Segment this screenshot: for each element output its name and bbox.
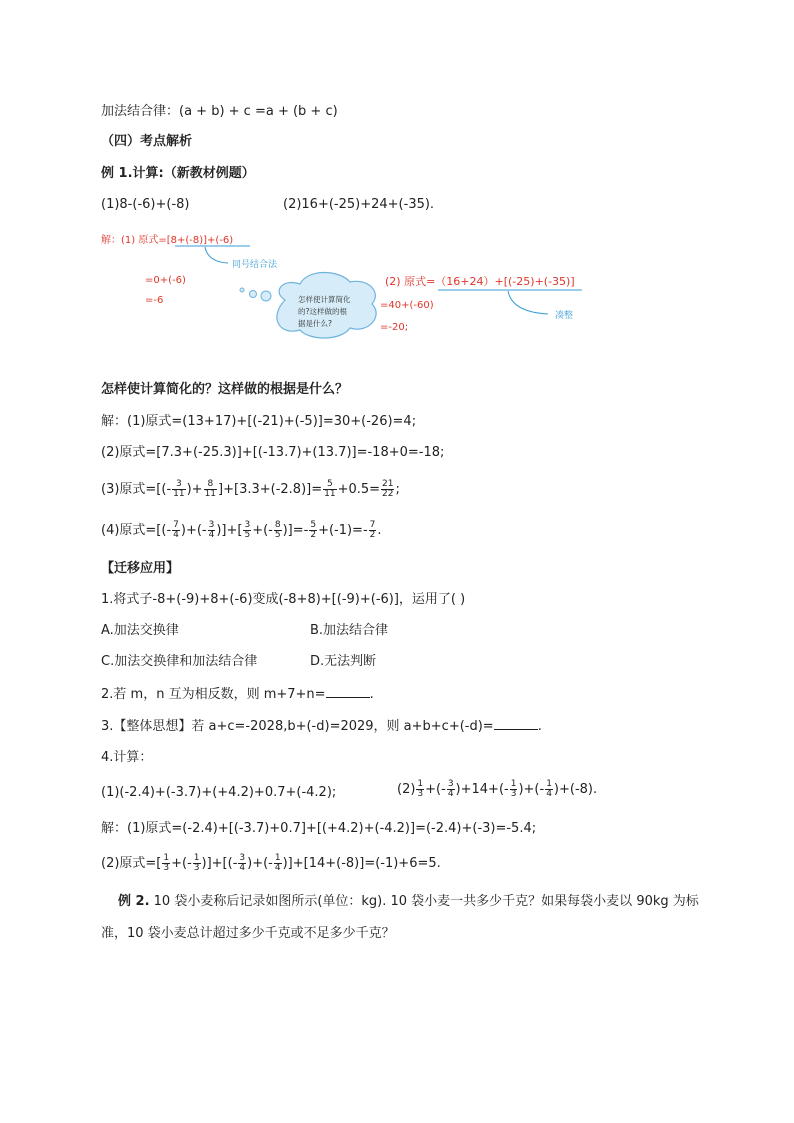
fraction: $\frac{5}{11}$ [324,479,336,499]
callout-same-sign: 同号结合法 [232,260,278,270]
example-1-q2: (2)16+(-25)+24+(-35). [283,197,435,212]
transfer-solution-2: (2)原式=[ $\frac{1}{3}$ +(- $\frac{1}{3}$ )]+[(- $\frac{3}{4}$ )+(- $\frac{1}{4}$ )]+[14+(-8)]=(-1)+6=5. [101,853,441,873]
fig-line-1: 解：(1) 原式=[8+(-8)]+(-6) [101,235,234,246]
fig-right-line-2: =40+(-60) [380,300,434,311]
fraction: $\frac{3}{4}$ [447,779,454,799]
addition-associative-law: 加法结合律：(a + b) + c =a + (b + c) [101,104,338,119]
example-label: 例 1. [101,166,133,181]
transfer-q1: 1.将式子-8+(-9)+8+(-6)变成(-8+8)+[(-9)+(-6)]，运用了( ) [101,592,466,607]
option-a: A.加法交换律 [101,623,179,638]
answer-blank [326,685,370,698]
bubble-line-1: 怎样使计算简化 [298,295,351,304]
answer-blank [494,717,538,730]
fraction: $\frac{3}{5}$ [244,520,251,540]
example-2-line-1: 例 2. 10 袋小麦称后记录如图所示(单位：kg). 10 袋小麦一共多少千克？如果每袋小麦以 90kg 为标 [118,894,699,909]
fig-line-2: =0+(-6) [145,275,186,286]
transfer-q2: 2.若 m，n 互为相反数，则 m+7+n= . [101,687,374,702]
bubble-line-3: 据是什么? [298,319,332,328]
callout-round: 凑整 [555,311,574,321]
fraction: $\frac{3}{11}$ [173,479,185,499]
fraction: $\frac{7}{4}$ [173,520,179,540]
solution-2: (2)原式=[7.3+(-25.3)]+[(-13.7)+(13.7)]=-18+0=-18; [101,445,445,460]
fig-line-3: =-6 [145,295,164,306]
section-heading: （四）考点解析 [101,134,193,149]
fraction: $\frac{1}{3}$ [163,853,170,873]
fraction: $\frac{3}{4}$ [239,853,246,873]
fraction: $\frac{8}{5}$ [274,520,281,540]
fraction: $\frac{5}{2}$ [310,520,317,540]
example-2-label: 例 2. [118,894,150,909]
transfer-q4: 4.计算： [101,750,153,765]
solution-4: (4)原式=[(- $\frac{7}{4}$ )+(- $\frac{3}{4}$ )]+[ $\frac{3}{5}$ +(- $\frac{8}{5}$ )]=- $\frac{5}{2}$ +(-1)=- $\frac{7}{2}$ . [101,520,382,540]
solution-illustration [0,0,794,360]
fraction: $\frac{1}{3}$ [510,779,517,799]
fraction: $\frac{21}{22}$ [382,479,394,499]
option-b: B.加法结合律 [310,623,389,638]
fig-right-line-3: =-20; [380,322,409,333]
transfer-q3: 3.【整体思想】若 a+c=-2028,b+(-d)=2029，则 a+b+c+(-d)= . [101,719,542,734]
thought-bubble [240,273,376,339]
transfer-solution-1: 解：(1)原式=(-2.4)+[(-3.7)+0.7]+[(+4.2)+(-4.2)]=(-2.4)+(-3)=-5.4; [101,821,537,836]
fraction: $\frac{8}{11}$ [204,479,217,499]
fraction: $\frac{1}{3}$ [193,853,200,873]
transfer-q4-p1: (1)(-2.4)+(-3.7)+(+4.2)+0.7+(-4.2); [101,785,337,800]
transfer-heading: 【迁移应用】 [101,561,180,576]
solution-1: 解：(1)原式=(13+17)+[(-21)+(-5)]=30+(-26)=4; [101,414,417,429]
fraction: $\frac{1}{4}$ [546,779,552,799]
fig-right-line-1: (2) 原式=（16+24）+[(-25)+(-35)] [385,275,575,288]
key-question: 怎样使计算简化的？这样做的根据是什么？ [101,382,349,397]
example-title: 计算:（新教材例题） [132,166,255,181]
example-1-q1: (1)8-(-6)+(-8) [101,197,190,212]
transfer-q4-p2: (2) $\frac{1}{3}$ +(- $\frac{3}{4}$ )+14+(- $\frac{1}{3}$ )+(- $\frac{1}{4}$ )+(-8). [397,779,598,799]
fraction: $\frac{1}{3}$ [417,779,424,799]
bubble-line-2: 的?这样做的根 [298,307,347,316]
fraction: $\frac{3}{4}$ [208,520,215,540]
solution-3: (3)原式=[(- $\frac{3}{11}$ )+ $\frac{8}{11}$ ]+[3.3+(-2.8)]= $\frac{5}{11}$ +0.5= $\frac{21}{22}$ ; [101,479,400,499]
option-c: C.加法交换律和加法结合律 [101,654,258,669]
example-2-line-2: 准，10 袋小麦总计超过多少千克或不足多少千克？ [101,926,395,941]
fraction: $\frac{1}{4}$ [274,853,281,873]
fraction: $\frac{7}{2}$ [369,520,376,540]
option-d: D.无法判断 [310,654,377,669]
